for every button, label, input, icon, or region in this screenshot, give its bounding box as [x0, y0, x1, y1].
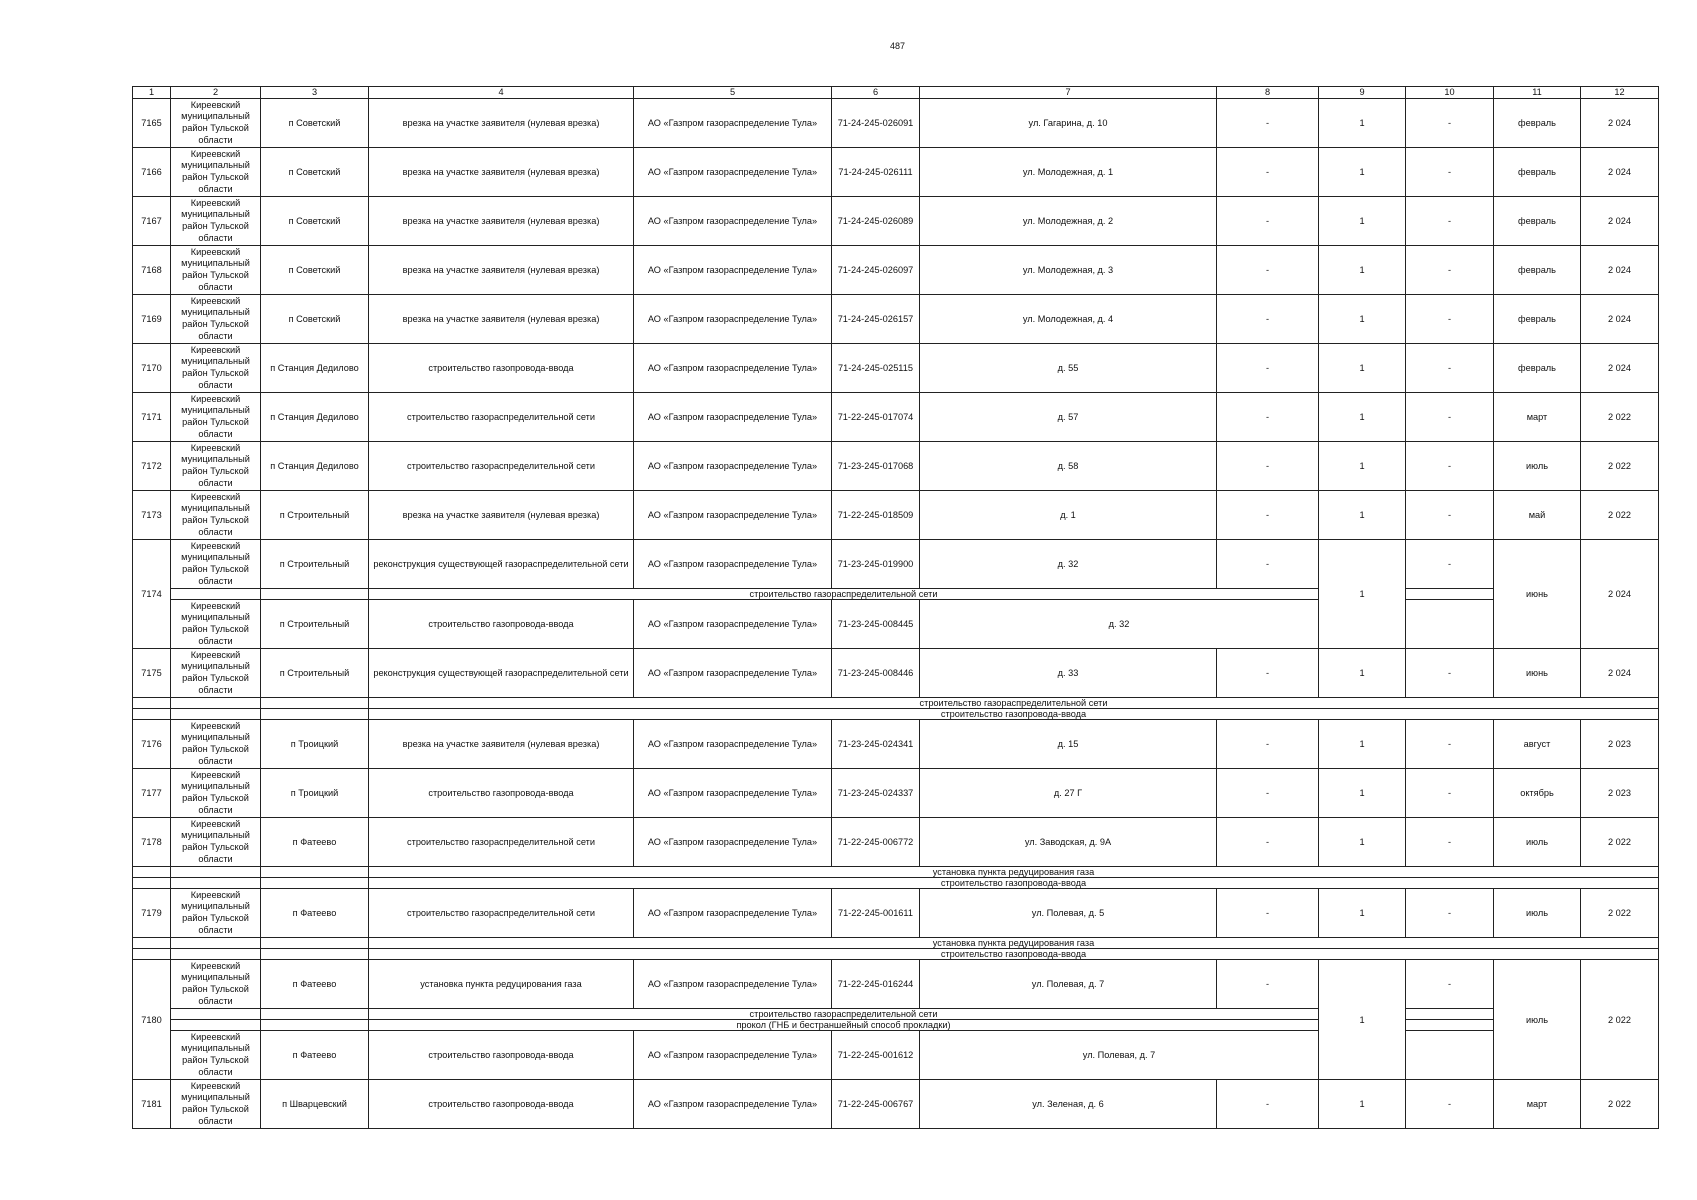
sub-empty-cell: [171, 709, 261, 720]
month-cell: февраль: [1494, 99, 1581, 148]
month-cell: октябрь: [1494, 769, 1581, 818]
address-cell: д. 1: [920, 491, 1217, 540]
organization-cell: АО «Газпром газораспределение Тула»: [634, 720, 832, 769]
sub-empty-cell: [261, 589, 369, 600]
object-code-cell: 71-23-245-017068: [832, 442, 920, 491]
sub-empty-cell: [133, 938, 171, 949]
col9-cell: 1: [1319, 246, 1406, 295]
table-row: [133, 344, 1659, 393]
row-number: 7173: [133, 491, 171, 540]
row-number: 7177: [133, 769, 171, 818]
organization-cell: АО «Газпром газораспределение Тула»: [634, 649, 832, 698]
year-cell: 2 022: [1581, 889, 1659, 938]
sub-text-cell: строительство газопровода-ввода: [369, 878, 1659, 889]
table-row: [133, 491, 1659, 540]
organization-cell: АО «Газпром газораспределение Тула»: [634, 246, 832, 295]
col8-cell: -: [1217, 442, 1319, 491]
sub-row: [133, 867, 1659, 878]
sub-empty-cell: [171, 878, 261, 889]
organization-cell: АО «Газпром газораспределение Тула»: [634, 769, 832, 818]
col8-cell: -: [1217, 148, 1319, 197]
organization-cell: АО «Газпром газораспределение Тула»: [634, 197, 832, 246]
address-cell: ул. Заводская, д. 9А: [920, 818, 1217, 867]
work-type-cell: строительство газораспределительной сети: [369, 393, 634, 442]
table-row: [133, 442, 1659, 491]
sub-empty-cell: [261, 1009, 369, 1020]
sub-row: [133, 1009, 1659, 1020]
month-cell: июль: [1494, 889, 1581, 938]
col8-cell: -: [1217, 769, 1319, 818]
district-cell: Киреевский муниципальный район Тульской области: [171, 99, 261, 148]
year-cell: 2 022: [1581, 393, 1659, 442]
organization-cell: АО «Газпром газораспределение Тула»: [634, 393, 832, 442]
work-type-cell: врезка на участке заявителя (нулевая врезка): [369, 720, 634, 769]
sub-row: [133, 698, 1659, 709]
table-row: [133, 393, 1659, 442]
header-cell-10: 10: [1406, 87, 1494, 99]
district-cell: Киреевский муниципальный район Тульской области: [171, 540, 261, 589]
year-cell: 2 024: [1581, 295, 1659, 344]
sub-empty-cell: [133, 878, 171, 889]
row-number: 7176: [133, 720, 171, 769]
organization-cell: АО «Газпром газораспределение Тула»: [634, 99, 832, 148]
work-type-cell: врезка на участке заявителя (нулевая врезка): [369, 491, 634, 540]
col8-cell: -: [1217, 649, 1319, 698]
settlement-cell: п Советский: [261, 246, 369, 295]
work-type-cell: врезка на участке заявителя (нулевая врезка): [369, 148, 634, 197]
object-code-cell: 71-22-245-018509: [832, 491, 920, 540]
col10-cell: -: [1406, 649, 1494, 698]
address-cell: ул. Молодежная, д. 2: [920, 197, 1217, 246]
year-cell: 2 024: [1581, 197, 1659, 246]
sub-row: [133, 1020, 1659, 1031]
address-cell: ул. Полевая, д. 5: [920, 889, 1217, 938]
organization-cell: АО «Газпром газораспределение Тула»: [634, 1080, 832, 1129]
month-cell: февраль: [1494, 246, 1581, 295]
sub-text-cell: установка пункта редуцирования газа: [369, 867, 1659, 878]
district-cell: Киреевский муниципальный район Тульской области: [171, 344, 261, 393]
organization-cell: АО «Газпром газораспределение Тула»: [634, 1031, 832, 1080]
object-code-cell: 71-22-245-006772: [832, 818, 920, 867]
work-type-cell: реконструкция существующей газораспределительной сети: [369, 649, 634, 698]
col10-cell: -: [1406, 720, 1494, 769]
district-cell: Киреевский муниципальный район Тульской области: [171, 649, 261, 698]
col9-cell: 1: [1319, 720, 1406, 769]
col9-cell: 1: [1319, 960, 1406, 1080]
year-cell: 2 024: [1581, 246, 1659, 295]
col10-cell: -: [1406, 99, 1494, 148]
sub-empty-cell: [133, 698, 171, 709]
row-number: 7169: [133, 295, 171, 344]
object-code-cell: 71-23-245-008445: [832, 600, 920, 649]
settlement-cell: п Троицкий: [261, 720, 369, 769]
object-code-cell: 71-22-245-001612: [832, 1031, 920, 1080]
sub-empty-cell: [171, 698, 261, 709]
col10-cell: -: [1406, 393, 1494, 442]
month-cell: февраль: [1494, 295, 1581, 344]
header-cell-12: 12: [1581, 87, 1659, 99]
row-number: 7181: [133, 1080, 171, 1129]
settlement-cell: п Строительный: [261, 600, 369, 649]
work-type-cell: врезка на участке заявителя (нулевая врезка): [369, 99, 634, 148]
organization-cell: АО «Газпром газораспределение Тула»: [634, 491, 832, 540]
sub-empty-cell: [171, 938, 261, 949]
col10-cell: -: [1406, 889, 1494, 938]
col10-cell: [1406, 600, 1494, 649]
table-row: [133, 818, 1659, 867]
object-code-cell: 71-22-245-017074: [832, 393, 920, 442]
sub-empty-cell: [261, 949, 369, 960]
col10-cell: -: [1406, 491, 1494, 540]
table-row: [133, 295, 1659, 344]
table-row-group-end: [133, 1031, 1659, 1080]
table-row: [133, 769, 1659, 818]
work-type-cell: реконструкция существующей газораспределительной сети: [369, 540, 634, 589]
sub-empty-cell: [171, 589, 261, 600]
header-cell-11: 11: [1494, 87, 1581, 99]
settlement-cell: п Советский: [261, 148, 369, 197]
month-cell: август: [1494, 720, 1581, 769]
settlement-cell: п Фатеево: [261, 1031, 369, 1080]
col9-cell: 1: [1319, 818, 1406, 867]
organization-cell: АО «Газпром газораспределение Тула»: [634, 344, 832, 393]
col8-cell: -: [1217, 540, 1319, 589]
row-number: 7167: [133, 197, 171, 246]
sub-text-cell: строительство газораспределительной сети: [369, 1009, 1319, 1020]
address-cell: ул. Молодежная, д. 1: [920, 148, 1217, 197]
object-code-cell: 71-22-245-016244: [832, 960, 920, 1009]
address-cell: ул. Молодежная, д. 4: [920, 295, 1217, 344]
month-cell: июнь: [1494, 649, 1581, 698]
col10-cell: -: [1406, 246, 1494, 295]
address-cell: д. 58: [920, 442, 1217, 491]
sub-empty-cell: [171, 949, 261, 960]
year-cell: 2 022: [1581, 818, 1659, 867]
district-cell: Киреевский муниципальный район Тульской области: [171, 600, 261, 649]
district-cell: Киреевский муниципальный район Тульской области: [171, 393, 261, 442]
sub-empty-cell: [133, 709, 171, 720]
month-cell: февраль: [1494, 344, 1581, 393]
col10-cell: -: [1406, 960, 1494, 1009]
work-type-cell: строительство газопровода-ввода: [369, 600, 634, 649]
settlement-cell: п Строительный: [261, 491, 369, 540]
settlement-cell: п Фатеево: [261, 818, 369, 867]
object-code-cell: 71-23-245-024337: [832, 769, 920, 818]
data-table: [132, 86, 1659, 1129]
table-row: [133, 649, 1659, 698]
col9-cell: 1: [1319, 344, 1406, 393]
row-number: 7166: [133, 148, 171, 197]
col8-cell: -: [1217, 960, 1319, 1009]
settlement-cell: п Советский: [261, 99, 369, 148]
work-type-cell: врезка на участке заявителя (нулевая врезка): [369, 246, 634, 295]
district-cell: Киреевский муниципальный район Тульской области: [171, 148, 261, 197]
col9-cell: 1: [1319, 393, 1406, 442]
row-number: 7168: [133, 246, 171, 295]
district-cell: Киреевский муниципальный район Тульской области: [171, 769, 261, 818]
work-type-cell: строительство газораспределительной сети: [369, 818, 634, 867]
sub-empty-cell: [261, 1020, 369, 1031]
object-code-cell: 71-24-245-026091: [832, 99, 920, 148]
sub-row: [133, 589, 1659, 600]
col10-cell: -: [1406, 295, 1494, 344]
year-cell: 2 022: [1581, 1080, 1659, 1129]
year-cell: 2 024: [1581, 344, 1659, 393]
col9-cell: 1: [1319, 769, 1406, 818]
sub-text-cell: строительство газораспределительной сети: [369, 698, 1659, 709]
col9-cell: 1: [1319, 540, 1406, 649]
district-cell: Киреевский муниципальный район Тульской области: [171, 491, 261, 540]
month-cell: июнь: [1494, 540, 1581, 649]
object-code-cell: 71-24-245-025115: [832, 344, 920, 393]
year-cell: 2 024: [1581, 649, 1659, 698]
address-cell: ул. Полевая, д. 7: [920, 960, 1217, 1009]
month-cell: июль: [1494, 818, 1581, 867]
year-cell: 2 023: [1581, 720, 1659, 769]
sub-row: [133, 938, 1659, 949]
header-cell-6: 6: [832, 87, 920, 99]
header-cell-8: 8: [1217, 87, 1319, 99]
address-cell: д. 32: [920, 600, 1319, 649]
sub-empty-cell: [171, 1020, 261, 1031]
year-cell: 2 023: [1581, 769, 1659, 818]
district-cell: Киреевский муниципальный район Тульской области: [171, 197, 261, 246]
table-row: [133, 197, 1659, 246]
page-number: 487: [889, 41, 906, 51]
table-row: [133, 1080, 1659, 1129]
address-cell: д. 57: [920, 393, 1217, 442]
sub-text-cell: прокол (ГНБ и бестраншейный способ прокладки): [369, 1020, 1319, 1031]
month-cell: май: [1494, 491, 1581, 540]
sub-empty-cell: [1406, 1020, 1494, 1031]
sub-empty-cell: [261, 878, 369, 889]
table-row: [133, 246, 1659, 295]
district-cell: Киреевский муниципальный район Тульской области: [171, 960, 261, 1009]
organization-cell: АО «Газпром газораспределение Тула»: [634, 148, 832, 197]
work-type-cell: строительство газопровода-ввода: [369, 344, 634, 393]
district-cell: Киреевский муниципальный район Тульской области: [171, 720, 261, 769]
col8-cell: -: [1217, 491, 1319, 540]
address-cell: ул. Зеленая, д. 6: [920, 1080, 1217, 1129]
col9-cell: 1: [1319, 649, 1406, 698]
sub-row: [133, 878, 1659, 889]
col10-cell: -: [1406, 197, 1494, 246]
address-cell: д. 15: [920, 720, 1217, 769]
year-cell: 2 022: [1581, 442, 1659, 491]
work-type-cell: врезка на участке заявителя (нулевая врезка): [369, 197, 634, 246]
sub-text-cell: строительство газопровода-ввода: [369, 709, 1659, 720]
header-cell-9: 9: [1319, 87, 1406, 99]
address-cell: ул. Молодежная, д. 3: [920, 246, 1217, 295]
col8-cell: -: [1217, 197, 1319, 246]
district-cell: Киреевский муниципальный район Тульской области: [171, 1031, 261, 1080]
organization-cell: АО «Газпром газораспределение Тула»: [634, 540, 832, 589]
organization-cell: АО «Газпром газораспределение Тула»: [634, 600, 832, 649]
work-type-cell: строительство газораспределительной сети: [369, 889, 634, 938]
col9-cell: 1: [1319, 197, 1406, 246]
object-code-cell: 71-22-245-001611: [832, 889, 920, 938]
year-cell: 2 024: [1581, 148, 1659, 197]
month-cell: июль: [1494, 960, 1581, 1080]
year-cell: 2 022: [1581, 491, 1659, 540]
row-number: 7165: [133, 99, 171, 148]
row-number: 7170: [133, 344, 171, 393]
header-cell-3: 3: [261, 87, 369, 99]
settlement-cell: п Троицкий: [261, 769, 369, 818]
address-cell: д. 32: [920, 540, 1217, 589]
object-code-cell: 71-24-245-026157: [832, 295, 920, 344]
row-number: 7174: [133, 540, 171, 649]
month-cell: июль: [1494, 442, 1581, 491]
header-cell-7: 7: [920, 87, 1217, 99]
year-cell: 2 024: [1581, 540, 1659, 649]
sub-row: [133, 949, 1659, 960]
sub-empty-cell: [261, 709, 369, 720]
work-type-cell: строительство газопровода-ввода: [369, 1031, 634, 1080]
col8-cell: -: [1217, 99, 1319, 148]
settlement-cell: п Советский: [261, 197, 369, 246]
row-number: 7178: [133, 818, 171, 867]
row-number: 7180: [133, 960, 171, 1080]
table-row-group-start: [133, 960, 1659, 1009]
table-row: [133, 99, 1659, 148]
row-number: 7172: [133, 442, 171, 491]
work-type-cell: врезка на участке заявителя (нулевая врезка): [369, 295, 634, 344]
col9-cell: 1: [1319, 148, 1406, 197]
col8-cell: -: [1217, 720, 1319, 769]
sub-empty-cell: [133, 867, 171, 878]
settlement-cell: п Фатеево: [261, 889, 369, 938]
work-type-cell: строительство газопровода-ввода: [369, 769, 634, 818]
work-type-cell: строительство газораспределительной сети: [369, 442, 634, 491]
table-row: [133, 889, 1659, 938]
object-code-cell: 71-24-245-026097: [832, 246, 920, 295]
col9-cell: 1: [1319, 1080, 1406, 1129]
sub-empty-cell: [1406, 1009, 1494, 1020]
col9-cell: 1: [1319, 295, 1406, 344]
district-cell: Киреевский муниципальный район Тульской области: [171, 889, 261, 938]
col8-cell: -: [1217, 344, 1319, 393]
address-cell: д. 33: [920, 649, 1217, 698]
month-cell: февраль: [1494, 148, 1581, 197]
month-cell: март: [1494, 1080, 1581, 1129]
sub-empty-cell: [261, 938, 369, 949]
table-row: [133, 720, 1659, 769]
address-cell: ул. Гагарина, д. 10: [920, 99, 1217, 148]
col9-cell: 1: [1319, 99, 1406, 148]
settlement-cell: п Советский: [261, 295, 369, 344]
header-cell-4: 4: [369, 87, 634, 99]
work-type-cell: установка пункта редуцирования газа: [369, 960, 634, 1009]
year-cell: 2 024: [1581, 99, 1659, 148]
col8-cell: -: [1217, 393, 1319, 442]
sub-empty-cell: [261, 867, 369, 878]
col10-cell: -: [1406, 818, 1494, 867]
object-code-cell: 71-24-245-026111: [832, 148, 920, 197]
sub-empty-cell: [1406, 589, 1494, 600]
address-cell: д. 55: [920, 344, 1217, 393]
col8-cell: -: [1217, 818, 1319, 867]
col10-cell: -: [1406, 344, 1494, 393]
district-cell: Киреевский муниципальный район Тульской области: [171, 1080, 261, 1129]
year-cell: 2 022: [1581, 960, 1659, 1080]
col10-cell: -: [1406, 1080, 1494, 1129]
table-row-group-end: [133, 600, 1659, 649]
col9-cell: 1: [1319, 491, 1406, 540]
col10-cell: -: [1406, 769, 1494, 818]
col9-cell: 1: [1319, 442, 1406, 491]
col10-cell: [1406, 1031, 1494, 1080]
month-cell: март: [1494, 393, 1581, 442]
object-code-cell: 71-23-245-008446: [832, 649, 920, 698]
col10-cell: -: [1406, 540, 1494, 589]
col8-cell: -: [1217, 246, 1319, 295]
header-cell-1: 1: [133, 87, 171, 99]
header-cell-2: 2: [171, 87, 261, 99]
table-row: [133, 148, 1659, 197]
sub-empty-cell: [133, 949, 171, 960]
address-cell: д. 27 Г: [920, 769, 1217, 818]
row-number: 7179: [133, 889, 171, 938]
settlement-cell: п Шварцевский: [261, 1080, 369, 1129]
header-row: [133, 87, 1659, 99]
row-number: 7171: [133, 393, 171, 442]
col8-cell: -: [1217, 295, 1319, 344]
district-cell: Киреевский муниципальный район Тульской области: [171, 442, 261, 491]
settlement-cell: п Строительный: [261, 649, 369, 698]
object-code-cell: 71-22-245-006767: [832, 1080, 920, 1129]
sub-row: [133, 709, 1659, 720]
header-cell-5: 5: [634, 87, 832, 99]
settlement-cell: п Станция Дедилово: [261, 393, 369, 442]
sub-empty-cell: [171, 867, 261, 878]
district-cell: Киреевский муниципальный район Тульской области: [171, 295, 261, 344]
organization-cell: АО «Газпром газораспределение Тула»: [634, 295, 832, 344]
organization-cell: АО «Газпром газораспределение Тула»: [634, 889, 832, 938]
work-type-cell: строительство газопровода-ввода: [369, 1080, 634, 1129]
col10-cell: -: [1406, 442, 1494, 491]
address-cell: ул. Полевая, д. 7: [920, 1031, 1319, 1080]
col8-cell: -: [1217, 1080, 1319, 1129]
sub-text-cell: строительство газопровода-ввода: [369, 949, 1659, 960]
sub-text-cell: установка пункта редуцирования газа: [369, 938, 1659, 949]
organization-cell: АО «Газпром газораспределение Тула»: [634, 442, 832, 491]
settlement-cell: п Фатеево: [261, 960, 369, 1009]
col10-cell: -: [1406, 148, 1494, 197]
settlement-cell: п Строительный: [261, 540, 369, 589]
settlement-cell: п Станция Дедилово: [261, 344, 369, 393]
table-row-group-start: [133, 540, 1659, 589]
sub-empty-cell: [261, 698, 369, 709]
sub-empty-cell: [171, 1009, 261, 1020]
settlement-cell: п Станция Дедилово: [261, 442, 369, 491]
col9-cell: 1: [1319, 889, 1406, 938]
organization-cell: АО «Газпром газораспределение Тула»: [634, 960, 832, 1009]
sub-text-cell: строительство газораспределительной сети: [369, 589, 1319, 600]
organization-cell: АО «Газпром газораспределение Тула»: [634, 818, 832, 867]
month-cell: февраль: [1494, 197, 1581, 246]
object-code-cell: 71-24-245-026089: [832, 197, 920, 246]
object-code-cell: 71-23-245-019900: [832, 540, 920, 589]
col8-cell: -: [1217, 889, 1319, 938]
district-cell: Киреевский муниципальный район Тульской области: [171, 818, 261, 867]
district-cell: Киреевский муниципальный район Тульской области: [171, 246, 261, 295]
row-number: 7175: [133, 649, 171, 698]
object-code-cell: 71-23-245-024341: [832, 720, 920, 769]
